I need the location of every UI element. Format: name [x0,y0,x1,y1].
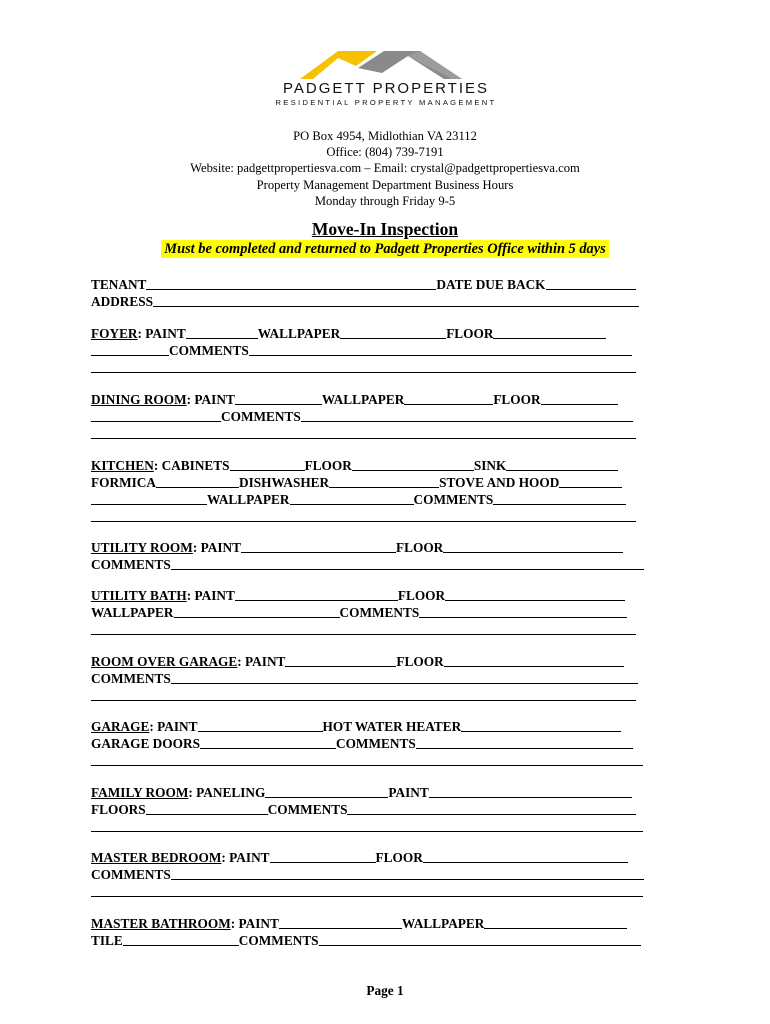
fill-in-blank[interactable] [419,604,627,618]
section-heading: FOYER [91,326,138,341]
fill-in-blank[interactable] [235,587,398,601]
fill-in-blank[interactable] [91,883,643,897]
form-line [91,556,647,573]
field-label: FLOOR [446,326,494,341]
fill-in-blank[interactable] [153,293,639,307]
fill-in-blank[interactable] [241,539,396,553]
fill-in-blank[interactable] [91,342,169,356]
fill-in-blank[interactable] [559,474,622,488]
field-label: COMMENTS [339,605,420,620]
form-line [91,408,647,425]
field-label: FLOOR [375,850,423,865]
fill-in-blank[interactable] [444,653,624,667]
form-title: Move-In Inspection [311,219,459,239]
field-label: WALLPAPER [401,916,485,931]
website-email: Website: padgettpropertiesva.com – Email: crystal@padgettpropertiesva.com [190,161,580,176]
field-label: : CABINETS [153,458,230,473]
section-heading: DINING ROOM [91,392,187,407]
fill-in-blank[interactable] [230,457,305,471]
form-line [91,587,647,604]
field-label: COMMENTS [335,736,416,751]
form-line [91,735,647,752]
form-line [91,604,647,621]
form-line [91,752,647,769]
form-line [91,342,647,359]
fill-in-blank[interactable] [91,621,636,635]
fill-in-blank[interactable] [265,784,388,798]
field-label: FLOOR [304,458,352,473]
deadline-notice: Must be completed and returned to Padgett Properties Office within 5 days [161,240,608,258]
section-heading: ROOM OVER GARAGE [91,654,238,669]
form-line [91,508,647,525]
brand-tagline: RESIDENTIAL PROPERTY MANAGEMENT [275,98,497,107]
field-label: GARAGE DOORS [91,736,200,751]
fill-in-blank[interactable] [91,752,643,766]
form-line [91,932,647,949]
field-label: STOVE AND HOOD [439,475,560,490]
field-label: : PAINT [230,916,279,931]
section-heading: FAMILY ROOM [91,785,189,800]
fill-in-blank[interactable] [171,866,644,880]
field-label: FLOOR [397,588,446,603]
brand-name: PADGETT PROPERTIES [282,80,490,97]
form-line [91,539,647,556]
field-label: COMMENTS [91,557,171,572]
notice-wrapper [0,240,770,258]
form-line [91,391,647,408]
fill-in-blank[interactable] [493,325,606,339]
fill-in-blank[interactable] [91,359,636,373]
fill-in-blank[interactable] [174,604,340,618]
field-label: COMMENTS [169,343,249,358]
section-heading: UTILITY BATH [91,588,187,603]
fill-in-blank[interactable] [461,718,621,732]
form-line [91,883,647,900]
form-line [91,359,647,376]
fill-in-blank[interactable] [347,801,636,815]
field-label: DISHWASHER [239,475,330,490]
form-line [91,784,647,801]
fill-in-blank[interactable] [352,457,474,471]
field-label: COMMENTS [221,409,301,424]
form-line [91,293,647,310]
form-line [91,866,647,883]
fill-in-blank[interactable] [546,276,636,290]
field-label: COMMENTS [238,933,319,948]
hours-title: Property Management Department Business Hours [256,177,514,192]
fill-in-blank[interactable] [506,457,618,471]
form-line [91,718,647,735]
contact-block [0,128,770,209]
field-label: : PANELING [188,785,266,800]
fill-in-blank[interactable] [91,425,636,439]
section-heading: MASTER BEDROOM [91,850,222,865]
field-label: FORMICA [91,475,156,490]
fill-in-blank[interactable] [146,276,436,290]
roof-logo-icon [258,48,514,84]
fill-in-blank[interactable] [91,491,207,505]
form-line [91,621,647,638]
logo-gray-eave-shape [408,51,462,79]
section-heading: UTILITY ROOM [91,540,193,555]
form-line [91,276,647,293]
form-line [91,653,647,670]
fill-in-blank[interactable] [91,818,643,832]
fill-in-blank[interactable] [198,718,323,732]
section-heading: MASTER BATHROOM [91,916,231,931]
fill-in-blank[interactable] [171,556,644,570]
field-label: DATE DUE BACK [436,277,546,292]
form-line [91,457,647,474]
office-phone: Office: (804) 739-7191 [326,145,444,160]
fill-in-blank[interactable] [91,508,636,522]
form-line [91,801,647,818]
fill-in-blank[interactable] [186,325,258,339]
field-label: PAINT [388,785,429,800]
field-label: : PAINT [137,326,186,341]
field-label: ADDRESS [91,294,154,309]
section-heading: GARAGE [91,719,150,734]
fill-in-blank[interactable] [416,735,633,749]
fill-in-blank[interactable] [279,915,402,929]
field-label: FLOORS [91,802,146,817]
fill-in-blank[interactable] [493,491,626,505]
fill-in-blank[interactable] [423,849,628,863]
fill-in-blank[interactable] [340,325,446,339]
field-label: TENANT [91,277,147,292]
field-label: COMMENTS [267,802,348,817]
fill-in-blank[interactable] [329,474,439,488]
fill-in-blank[interactable] [91,408,221,422]
fill-in-blank[interactable] [445,587,625,601]
form-line [91,425,647,442]
field-label: FLOOR [396,654,444,669]
form-line [91,915,647,932]
fill-in-blank[interactable] [200,735,336,749]
field-label: WALLPAPER [207,492,290,507]
form-line [91,325,647,342]
fill-in-blank[interactable] [146,801,268,815]
field-label: : PAINT [186,392,235,407]
fill-in-blank[interactable] [404,391,493,405]
form-line [91,670,647,687]
field-label: WALLPAPER [257,326,341,341]
field-label: WALLPAPER [91,605,174,620]
field-label: WALLPAPER [321,392,405,407]
fill-in-blank[interactable] [319,932,641,946]
form-line [91,849,647,866]
field-label: FLOOR [395,540,444,555]
form-line [91,491,647,508]
field-label: : PAINT [192,540,241,555]
field-label: HOT WATER HEATER [322,719,462,734]
form-line [91,687,647,704]
field-label: : PAINT [186,588,235,603]
field-label: TILE [91,933,123,948]
form-line [91,474,647,491]
fill-in-blank[interactable] [270,849,376,863]
fill-in-blank[interactable] [301,408,633,422]
fill-in-blank[interactable] [429,784,632,798]
fill-in-blank[interactable] [156,474,239,488]
section-heading: KITCHEN [91,458,154,473]
fill-in-blank[interactable] [484,915,627,929]
field-label: COMMENTS [91,867,171,882]
fill-in-blank[interactable] [285,653,396,667]
page-number: Page 1 [366,983,404,998]
field-label: : PAINT [221,850,270,865]
fill-in-blank[interactable] [123,932,239,946]
field-label: : PAINT [149,719,198,734]
fill-in-blank[interactable] [541,391,618,405]
fill-in-blank[interactable] [235,391,322,405]
company-logo [258,48,514,114]
business-hours: Monday through Friday 9-5 [314,193,456,208]
field-label: : PAINT [237,654,286,669]
fill-in-blank[interactable] [171,670,638,684]
mailing-address: PO Box 4954, Midlothian VA 23112 [293,129,477,143]
field-label: COMMENTS [413,492,494,507]
form-line [91,818,647,835]
field-label: SINK [473,458,507,473]
field-label: FLOOR [493,392,541,407]
fill-in-blank[interactable] [249,342,632,356]
fill-in-blank[interactable] [91,687,636,701]
fill-in-blank[interactable] [290,491,414,505]
field-label: COMMENTS [91,671,171,686]
fill-in-blank[interactable] [443,539,623,553]
